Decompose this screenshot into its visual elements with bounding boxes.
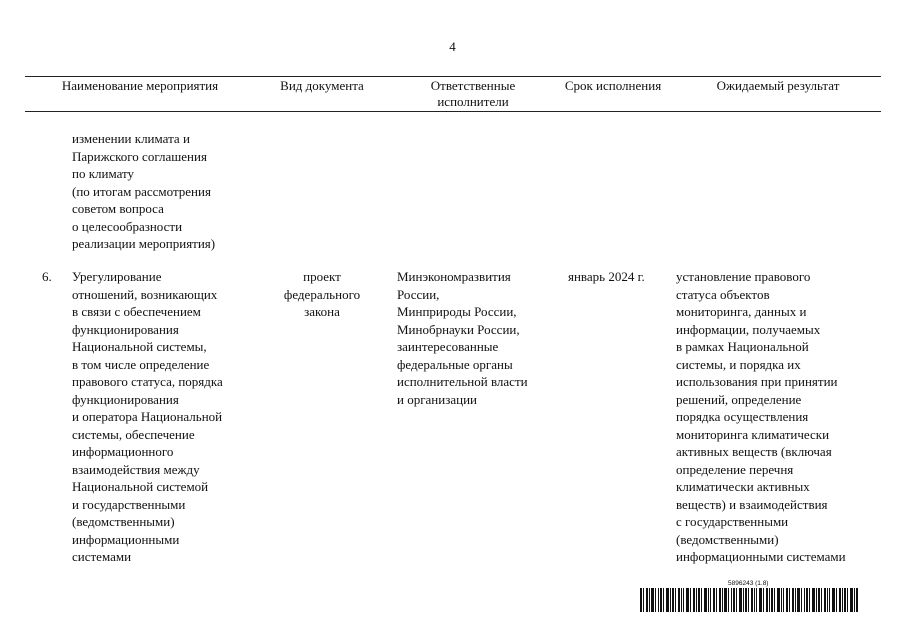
row-deadline: январь 2024 г. [568,269,645,284]
row-document-type: проект федерального закона [283,269,361,319]
row-event-name: Урегулирование отношений, возникающих в связи с обеспечением функционирования Национальной системы, в том числе определение правового статуса, порядка функционирования и оператора Национальной системы, обеспечение информационного взаимодействия между Национальной системой и государственными (ведомственными) информационными системами [72,269,223,564]
row-executors: Минэкономразвития России, Минприроды России, Минобрнауки России, заинтересованные федеральные органы исполнительной власти и организации [397,269,528,407]
header-document-type: Вид документа [280,78,364,93]
row-number: 6. [42,269,52,284]
header-event-name: Наименование мероприятия [61,78,219,93]
header-deadline: Срок исполнения [564,78,662,93]
header-executors: Ответственные исполнители [430,78,516,109]
continued-event-name: изменении климата и Парижского соглашения по климату (по итогам рассмотрения советом вопроса о целесообразности реализации мероприятия) [72,131,216,251]
table-header-bottom-rule [25,111,881,112]
row-expected-result: установление правового статуса объектов мониторинга, данных и информации, получаемых в рамках Национальной системы, и порядка их использования при принятии решений, определение порядка осуществления мониторинга климатически активных веществ (включая определение перечня климатически активных веществ) и взаимодействия с государственными (ведомственными) информационными системами [676,269,846,564]
table-header-top-rule [25,76,881,77]
header-expected-result: Ожидаемый результат [716,78,840,93]
barcode-image [640,588,858,612]
page-number: 4 [449,39,456,54]
barcode-label: 5896243 (1.8) [728,580,769,587]
